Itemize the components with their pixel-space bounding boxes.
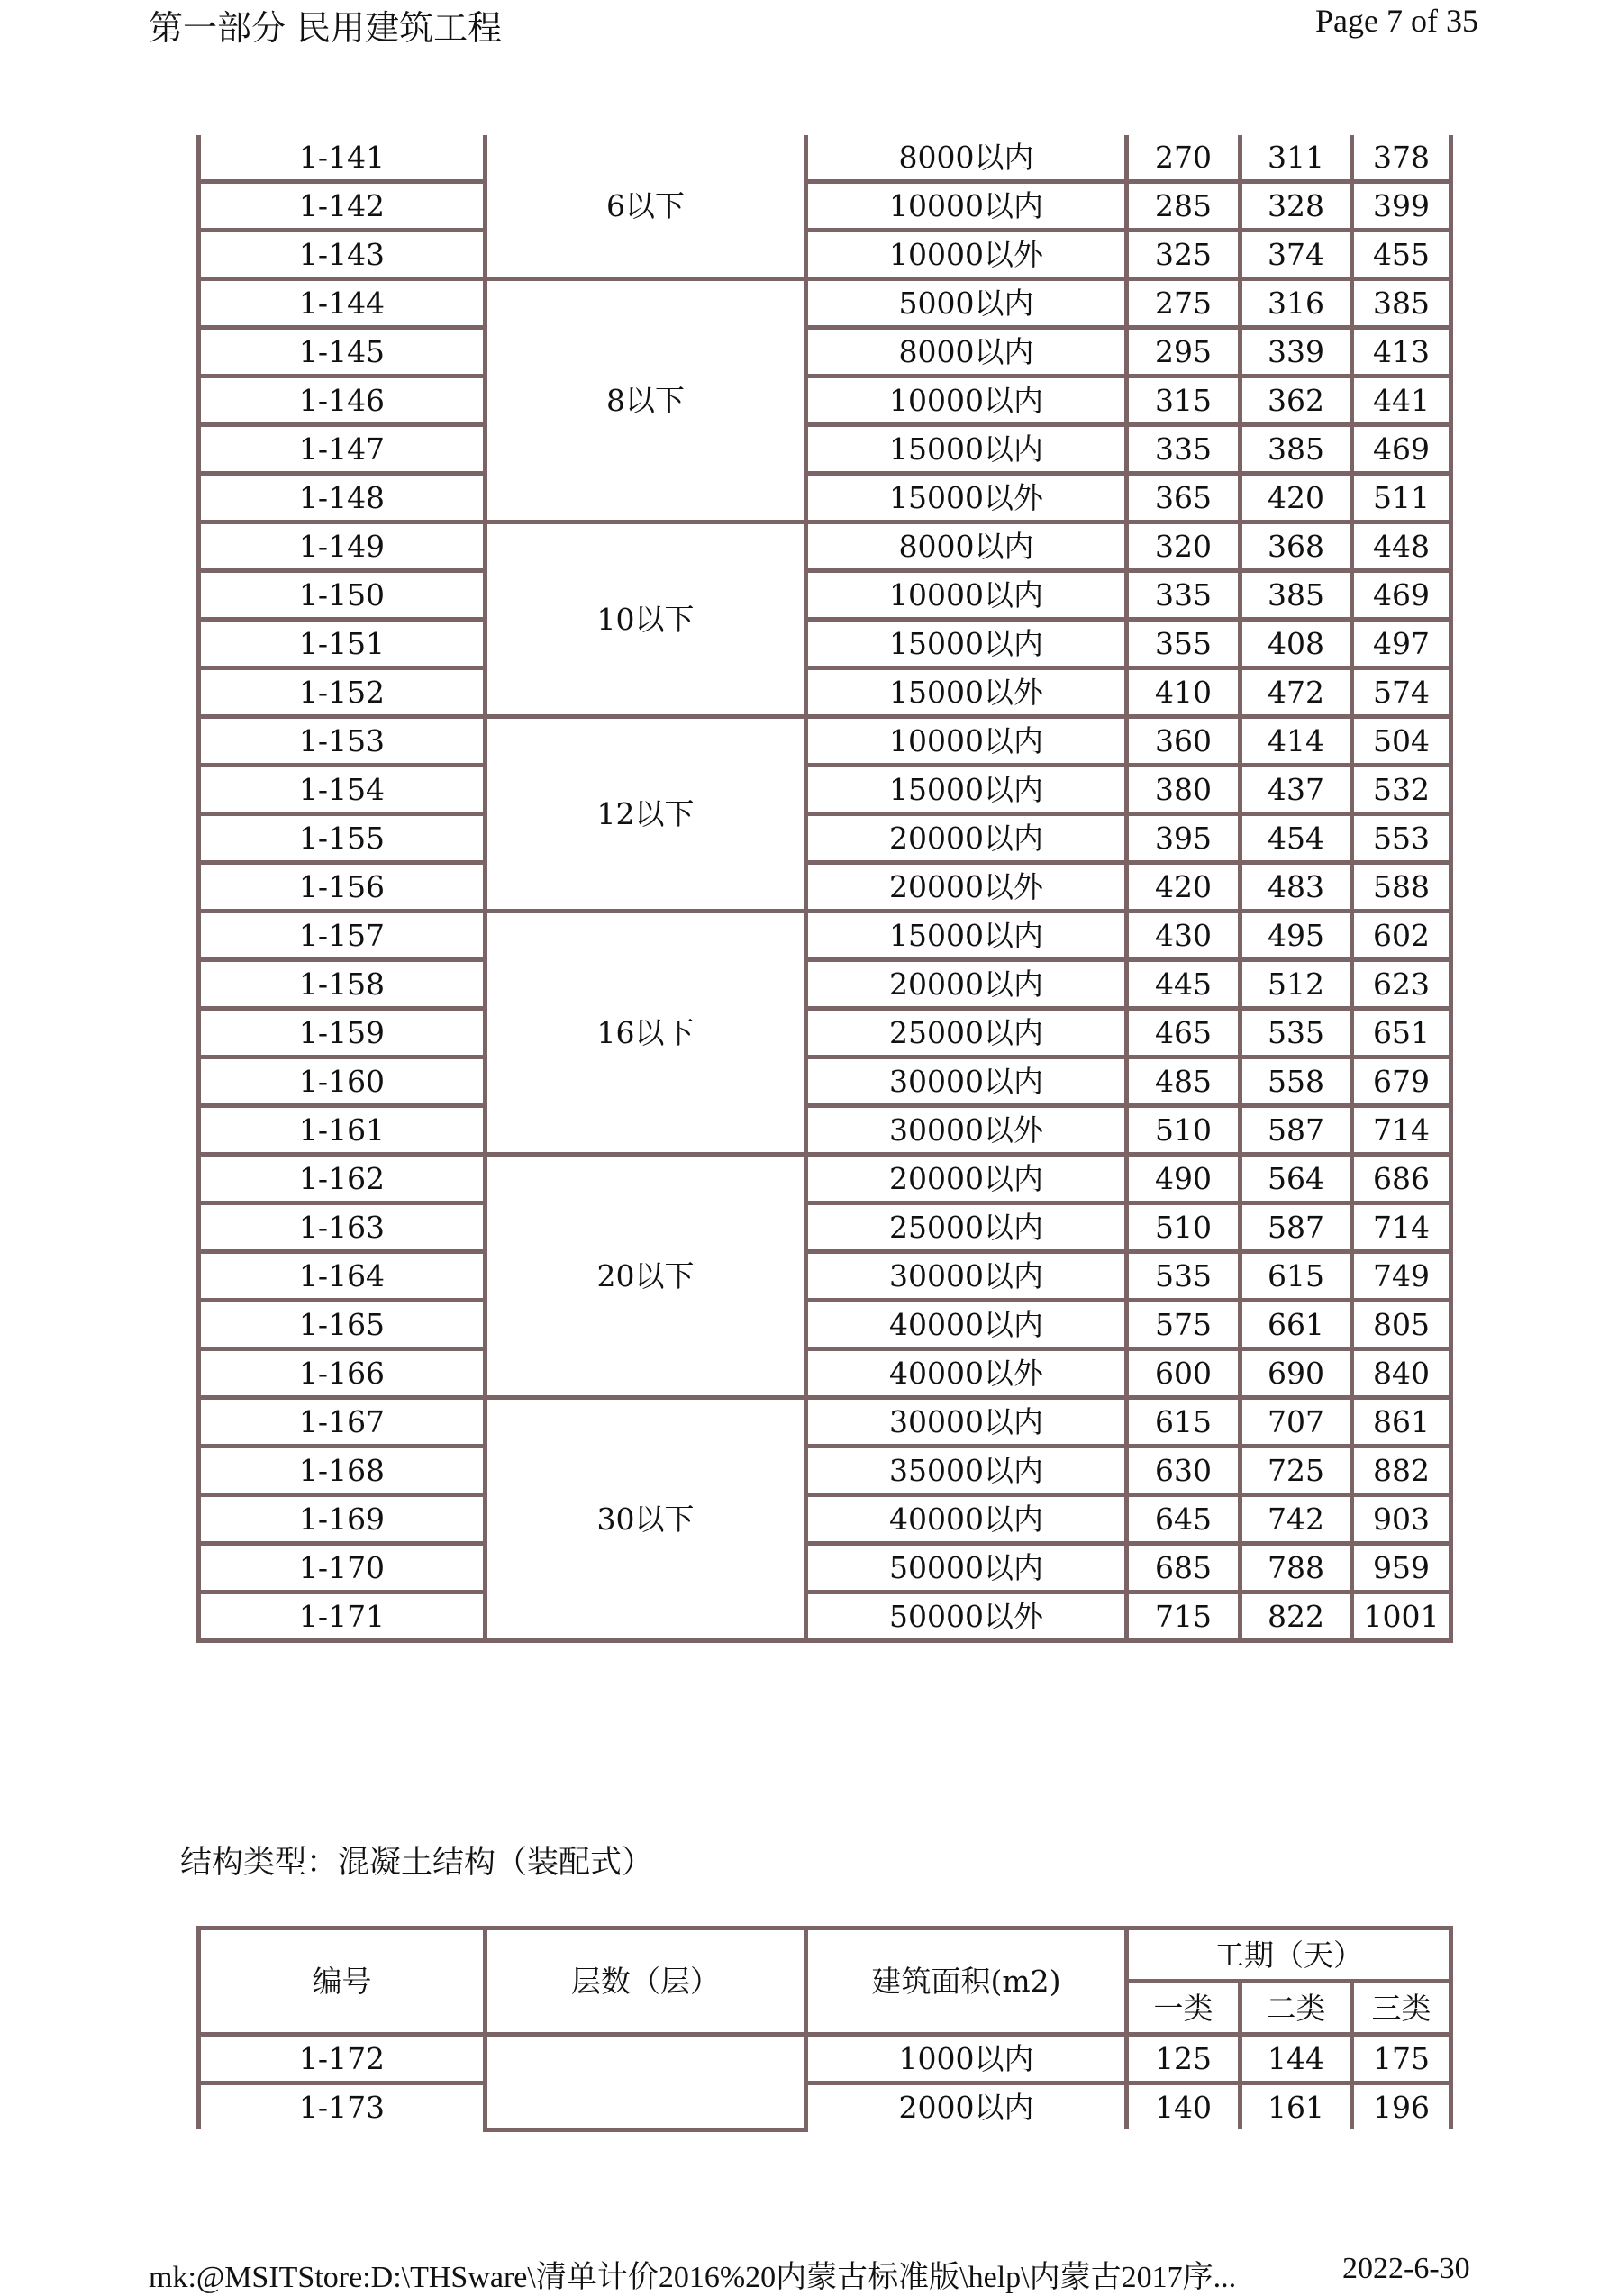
cell-code: 1-151 [199,620,486,668]
table-row [199,182,1451,231]
cell-class2: 707 [1241,1398,1352,1447]
table-row [199,474,1451,522]
table-row [199,863,1451,912]
cell-class3: 378 [1352,135,1451,182]
cell-class2: 558 [1241,1057,1352,1106]
cell-floors: 10以下 [486,522,806,717]
cell-class2: 385 [1241,571,1352,620]
cell-area: 10000以内 [806,717,1127,766]
cell-area: 20000以外 [806,863,1127,912]
cell-code: 1-144 [199,279,486,328]
cell-class1: 380 [1127,766,1241,814]
cell-class1: 600 [1127,1349,1241,1398]
table-row [199,814,1451,863]
cell-class3: 448 [1352,522,1451,571]
cell-area: 10000以内 [806,182,1127,231]
cell-floors: 6以下 [486,135,806,279]
table-row [199,1009,1451,1057]
cell-area: 8000以内 [806,328,1127,377]
cell-area: 25000以内 [806,1203,1127,1252]
cell-class2: 742 [1241,1495,1352,1544]
cell-class1: 510 [1127,1203,1241,1252]
cell-floors: 30以下 [486,1398,806,1641]
cell-class1: 275 [1127,279,1241,328]
cell-class2: 385 [1241,425,1352,474]
table-row [199,1349,1451,1398]
structure-type-caption: 结构类型：混凝土结构（装配式） [180,1845,654,1881]
cell-area: 50000以内 [806,1544,1127,1593]
cell-class3: 441 [1352,377,1451,425]
cell-class2: 661 [1241,1301,1352,1349]
cell-class2: 512 [1241,960,1352,1009]
cell-area: 20000以内 [806,814,1127,863]
table-row [199,1106,1451,1155]
cell-area: 10000以内 [806,377,1127,425]
cell-class2: 822 [1241,1593,1352,1641]
cell-code: 1-152 [199,668,486,717]
cell-class2: 144 [1241,2035,1352,2083]
cell-floors: 20以下 [486,1155,806,1398]
cell-code: 1-165 [199,1301,486,1349]
cell-code: 1-150 [199,571,486,620]
page-indicator: Page 7 of 35 [1315,3,1478,39]
cell-class2: 615 [1241,1252,1352,1301]
cell-class3: 455 [1352,231,1451,279]
footer-source-path: mk:@MSITStore:D:\THSware\清单计价2016%20内蒙古标准版\help\内蒙古2017序... [149,2261,1237,2294]
cell-class1: 365 [1127,474,1241,522]
cell-class2: 328 [1241,182,1352,231]
cell-class3: 686 [1352,1155,1451,1203]
cell-class3: 805 [1352,1301,1451,1349]
table-row [199,522,1451,571]
cell-area: 25000以内 [806,1009,1127,1057]
cell-class2: 725 [1241,1447,1352,1495]
cell-area: 40000以外 [806,1349,1127,1398]
cell-code: 1-160 [199,1057,486,1106]
cell-class1: 315 [1127,377,1241,425]
table-row [199,1057,1451,1106]
cell-class1: 395 [1127,814,1241,863]
cell-area: 40000以内 [806,1301,1127,1349]
cell-class1: 285 [1127,182,1241,231]
cell-class3: 959 [1352,1544,1451,1593]
cell-class3: 623 [1352,960,1451,1009]
header-floors: 层数（层） [486,1928,806,2035]
cell-class2: 420 [1241,474,1352,522]
cell-class3: 385 [1352,279,1451,328]
cell-class1: 125 [1127,2035,1241,2083]
table-row [199,1155,1451,1203]
header-row [199,1928,1451,1982]
table-row [199,1447,1451,1495]
cell-class2: 408 [1241,620,1352,668]
cell-class3: 532 [1352,766,1451,814]
cell-class2: 472 [1241,668,1352,717]
cell-class2: 414 [1241,717,1352,766]
cell-area: 15000以内 [806,912,1127,960]
cell-code: 1-145 [199,328,486,377]
cell-area: 2000以内 [806,2083,1127,2130]
cell-code: 1-168 [199,1447,486,1495]
cell-class2: 535 [1241,1009,1352,1057]
table-row [199,231,1451,279]
table-row [199,135,1451,182]
cell-code: 1-154 [199,766,486,814]
cell-area: 8000以内 [806,522,1127,571]
cell-code: 1-142 [199,182,486,231]
cell-class1: 410 [1127,668,1241,717]
table-row [199,1544,1451,1593]
cell-area: 40000以内 [806,1495,1127,1544]
cell-code: 1-153 [199,717,486,766]
cell-class3: 469 [1352,425,1451,474]
header-class1: 一类 [1127,1982,1241,2035]
cell-class3: 861 [1352,1398,1451,1447]
cell-class2: 339 [1241,328,1352,377]
header-class2: 二类 [1241,1982,1352,2035]
cell-class1: 715 [1127,1593,1241,1641]
cell-area: 30000以内 [806,1057,1127,1106]
cell-area: 20000以内 [806,960,1127,1009]
cell-class2: 495 [1241,912,1352,960]
table-row [199,1495,1451,1544]
cell-floors: 8以下 [486,279,806,522]
table-row [199,279,1451,328]
cell-class3: 714 [1352,1106,1451,1155]
table-row [199,668,1451,717]
page-section-title: 第一部分 民用建筑工程 [149,8,503,48]
cell-class2: 437 [1241,766,1352,814]
cell-class2: 587 [1241,1203,1352,1252]
cell-class1: 320 [1127,522,1241,571]
cell-code: 1-163 [199,1203,486,1252]
table-row [199,1593,1451,1641]
cell-code: 1-162 [199,1155,486,1203]
cell-class2: 368 [1241,522,1352,571]
cell-class1: 615 [1127,1398,1241,1447]
cell-class1: 420 [1127,863,1241,912]
table-row [199,1252,1451,1301]
cell-class3: 714 [1352,1203,1451,1252]
cell-code: 1-170 [199,1544,486,1593]
table-row [199,717,1451,766]
cell-class3: 511 [1352,474,1451,522]
cell-code: 1-172 [199,2035,486,2083]
cell-class3: 574 [1352,668,1451,717]
cell-class2: 483 [1241,863,1352,912]
duration-table-main [196,135,1453,1643]
cell-code: 1-171 [199,1593,486,1641]
cell-class2: 454 [1241,814,1352,863]
cell-code: 1-164 [199,1252,486,1301]
cell-area: 30000以内 [806,1252,1127,1301]
cell-class3: 413 [1352,328,1451,377]
duration-table-prefab [196,1926,1453,2132]
cell-class3: 588 [1352,863,1451,912]
table-row [199,377,1451,425]
cell-area: 15000以内 [806,620,1127,668]
cell-class3: 903 [1352,1495,1451,1544]
cell-class2: 564 [1241,1155,1352,1203]
cell-code: 1-141 [199,135,486,182]
cell-code: 1-159 [199,1009,486,1057]
cell-area: 5000以内 [806,279,1127,328]
cell-class3: 196 [1352,2083,1451,2130]
footer-date: 2022-6-30 [1342,2252,1470,2285]
cell-class3: 1001 [1352,1593,1451,1641]
cell-class2: 587 [1241,1106,1352,1155]
cell-class3: 469 [1352,571,1451,620]
cell-class3: 602 [1352,912,1451,960]
cell-code: 1-148 [199,474,486,522]
cell-class1: 685 [1127,1544,1241,1593]
table-row [199,571,1451,620]
cell-class3: 749 [1352,1252,1451,1301]
cell-class2: 161 [1241,2083,1352,2130]
cell-area: 15000以外 [806,668,1127,717]
header-duration: 工期（天） [1127,1928,1451,1982]
cell-area: 50000以外 [806,1593,1127,1641]
cell-class2: 316 [1241,279,1352,328]
cell-code: 1-173 [199,2083,486,2130]
table-row [199,2035,1451,2083]
table-row [199,620,1451,668]
cell-class1: 645 [1127,1495,1241,1544]
header-area: 建筑面积(m2) [806,1928,1127,2035]
cell-class1: 355 [1127,620,1241,668]
cell-area: 30000以内 [806,1398,1127,1447]
cell-code: 1-147 [199,425,486,474]
cell-area: 10000以内 [806,571,1127,620]
table-row [199,1203,1451,1252]
cell-floors: 12以下 [486,717,806,912]
cell-code: 1-166 [199,1349,486,1398]
table-row [199,1398,1451,1447]
header-code: 编号 [199,1928,486,2035]
cell-code: 1-158 [199,960,486,1009]
cell-class2: 374 [1241,231,1352,279]
cell-class1: 445 [1127,960,1241,1009]
cell-class1: 325 [1127,231,1241,279]
cell-floors: 16以下 [486,912,806,1155]
cell-class1: 335 [1127,571,1241,620]
cell-class2: 362 [1241,377,1352,425]
cell-class3: 175 [1352,2035,1451,2083]
cell-class1: 465 [1127,1009,1241,1057]
table-row [199,2083,1451,2130]
cell-code: 1-161 [199,1106,486,1155]
cell-class2: 690 [1241,1349,1352,1398]
cell-class1: 485 [1127,1057,1241,1106]
cell-area: 35000以内 [806,1447,1127,1495]
cell-class1: 535 [1127,1252,1241,1301]
cell-class1: 295 [1127,328,1241,377]
cell-class3: 553 [1352,814,1451,863]
cell-area: 10000以外 [806,231,1127,279]
cell-class1: 430 [1127,912,1241,960]
cell-area: 15000以外 [806,474,1127,522]
cell-code: 1-155 [199,814,486,863]
cell-floors [486,2035,806,2130]
cell-area: 15000以内 [806,766,1127,814]
cell-code: 1-149 [199,522,486,571]
cell-class3: 399 [1352,182,1451,231]
header-class3: 三类 [1352,1982,1451,2035]
cell-class3: 504 [1352,717,1451,766]
cell-class3: 882 [1352,1447,1451,1495]
table-row [199,766,1451,814]
cell-area: 15000以内 [806,425,1127,474]
cell-code: 1-146 [199,377,486,425]
table-row [199,328,1451,377]
cell-class3: 651 [1352,1009,1451,1057]
cell-area: 30000以外 [806,1106,1127,1155]
cell-class2: 311 [1241,135,1352,182]
cell-class3: 497 [1352,620,1451,668]
cell-code: 1-157 [199,912,486,960]
cell-class1: 270 [1127,135,1241,182]
cell-code: 1-156 [199,863,486,912]
cell-code: 1-167 [199,1398,486,1447]
cell-code: 1-169 [199,1495,486,1544]
cell-class1: 630 [1127,1447,1241,1495]
table-row [199,960,1451,1009]
cell-class3: 840 [1352,1349,1451,1398]
table-row [199,1301,1451,1349]
cell-class2: 788 [1241,1544,1352,1593]
table-row [199,425,1451,474]
cell-area: 8000以内 [806,135,1127,182]
cell-code: 1-143 [199,231,486,279]
cell-area: 1000以内 [806,2035,1127,2083]
cell-class1: 490 [1127,1155,1241,1203]
cell-class1: 360 [1127,717,1241,766]
cell-class1: 510 [1127,1106,1241,1155]
cell-area: 20000以内 [806,1155,1127,1203]
cell-class1: 140 [1127,2083,1241,2130]
cell-class3: 679 [1352,1057,1451,1106]
cell-class1: 575 [1127,1301,1241,1349]
cell-class1: 335 [1127,425,1241,474]
table-row [199,912,1451,960]
